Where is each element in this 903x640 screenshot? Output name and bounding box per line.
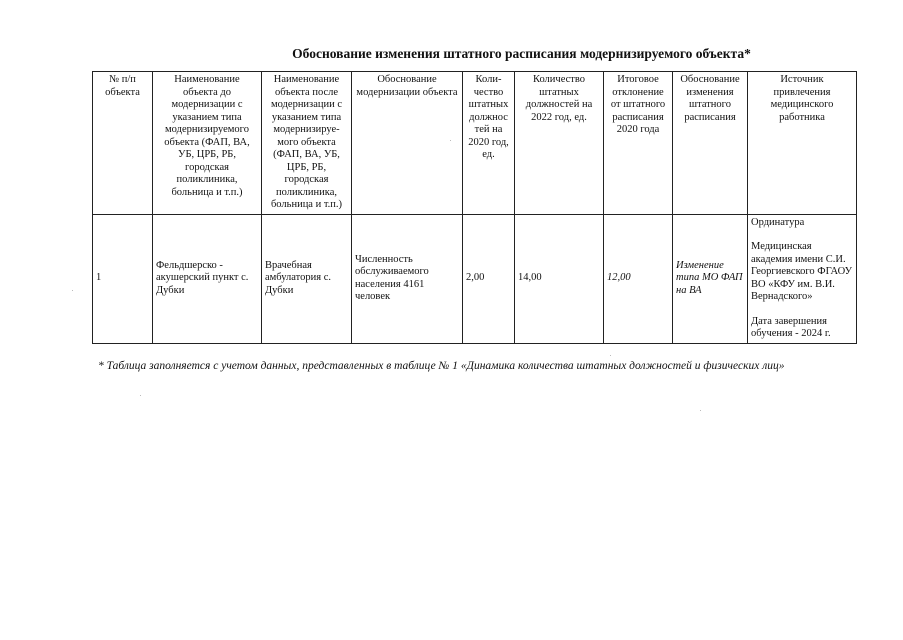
staffing-table [92,71,857,344]
header-object-after: Наименование объекта после модернизации с указанием типа модернизируе-мого объекта (ФАП, ВА, УБ, ЦРБ, РБ, городская поликлиника, больница и т.п.) [262,72,352,215]
document-title: Обоснование изменения штатного расписания модернизируемого объекта* [292,46,751,61]
table-header-row [93,72,857,215]
cell-staff-2020: 2,00 [463,214,515,343]
cell-number: 1 [93,214,153,343]
cell-change-reason: Изменение типа МО ФАП на ВА [673,214,748,343]
cell-deviation: 12,00 [604,214,673,343]
source-completion-date: Дата завершения обучения - 2024 г. [751,315,831,339]
header-object-before: Наименование объекта до модернизации с указанием типа модернизируемого объекта (ФАП, ВА, УБ, ЦРБ, РБ, городская поликлиника, больница и т.п.) [153,72,262,215]
header-change-reason: Обоснование изменения штатного расписания [673,72,748,215]
cell-staff-2022: 14,00 [515,214,604,343]
header-source: Источник привлечения медицинского работника [748,72,857,215]
header-justification: Обоснование модернизации объекта [352,72,463,215]
header-staff-2020: Коли-чество штатных должнос тей на 2020 год, ед. [463,72,515,215]
header-staff-2022: Количество штатных должностей на 2022 год, ед. [515,72,604,215]
cell-object-before: Фельдшерско - акушерский пункт с. Дубки [153,214,262,343]
footnote: * Таблица заполняется с учетом данных, представленных в таблице № 1 «Динамика количества штатных должностей и физических лиц» [98,360,785,372]
source-academy: Медицинская академия имени С.И. Георгиевского ФГАОУ ВО «КФУ им. В.И. Вернадского» [751,241,853,302]
header-deviation: Итоговое отклонение от штатного расписания 2020 года [604,72,673,215]
cell-justification: Численность обслуживаемого населения 4161 человек [352,214,463,343]
source-residency: Ординатура [751,216,805,228]
cell-source [748,214,857,343]
cell-object-after: Врачебная амбулатория с. Дубки [262,214,352,343]
table-row [93,214,857,343]
header-number: № п/п объекта [93,72,153,215]
